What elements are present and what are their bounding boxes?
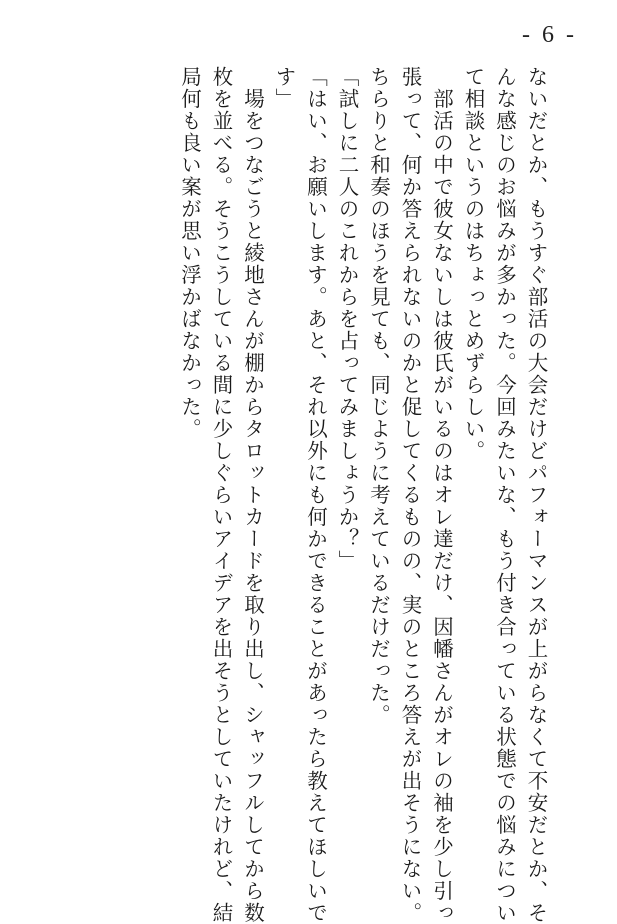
text-line: 部活の中で彼女ないしは彼氏がいるのはオレ達だけ、因幡さんがオレの袖を少し引っ bbox=[429, 66, 454, 924]
page-number: - 6 - bbox=[522, 22, 577, 48]
text-line: ないだとか、もうすぐ部活の大会だけどパフォーマンスが上がらなくて不安だとか、そ bbox=[524, 66, 548, 924]
body-text bbox=[91, 66, 551, 924]
text-line: 局何も良い案が思い浮かばなかった。 bbox=[177, 66, 202, 440]
text-line: んな感じのお悩みが多かった。今回みたいな、もう付き合っている状態での悩みについ bbox=[492, 66, 517, 924]
text-line: て相談というのはちょっとめずらしい。 bbox=[461, 66, 485, 462]
text-line: す」 bbox=[272, 66, 296, 110]
text-line: 枚を並べる。そうこうしている間に少しぐらいアイデアを出そうとしていたけれど、結 bbox=[209, 66, 233, 924]
text-line: 場をつなごうと綾地さんが棚からタロットカードを取り出し、シャッフルしてから数 bbox=[240, 66, 265, 924]
text-line: 「はい、お願いします。あと、それ以外にも何かできることがあったら教えてほしいで bbox=[303, 66, 328, 924]
text-line: 「試しに二人のこれからを占ってみましょうか？」 bbox=[335, 66, 359, 572]
text-line: 張って、何か答えられないのかと促してくるものの、実のところ答えが出そうにない。 bbox=[398, 66, 422, 924]
text-line: ちらりと和奏のほうを見ても、同じように考えているだけだった。 bbox=[366, 66, 391, 726]
